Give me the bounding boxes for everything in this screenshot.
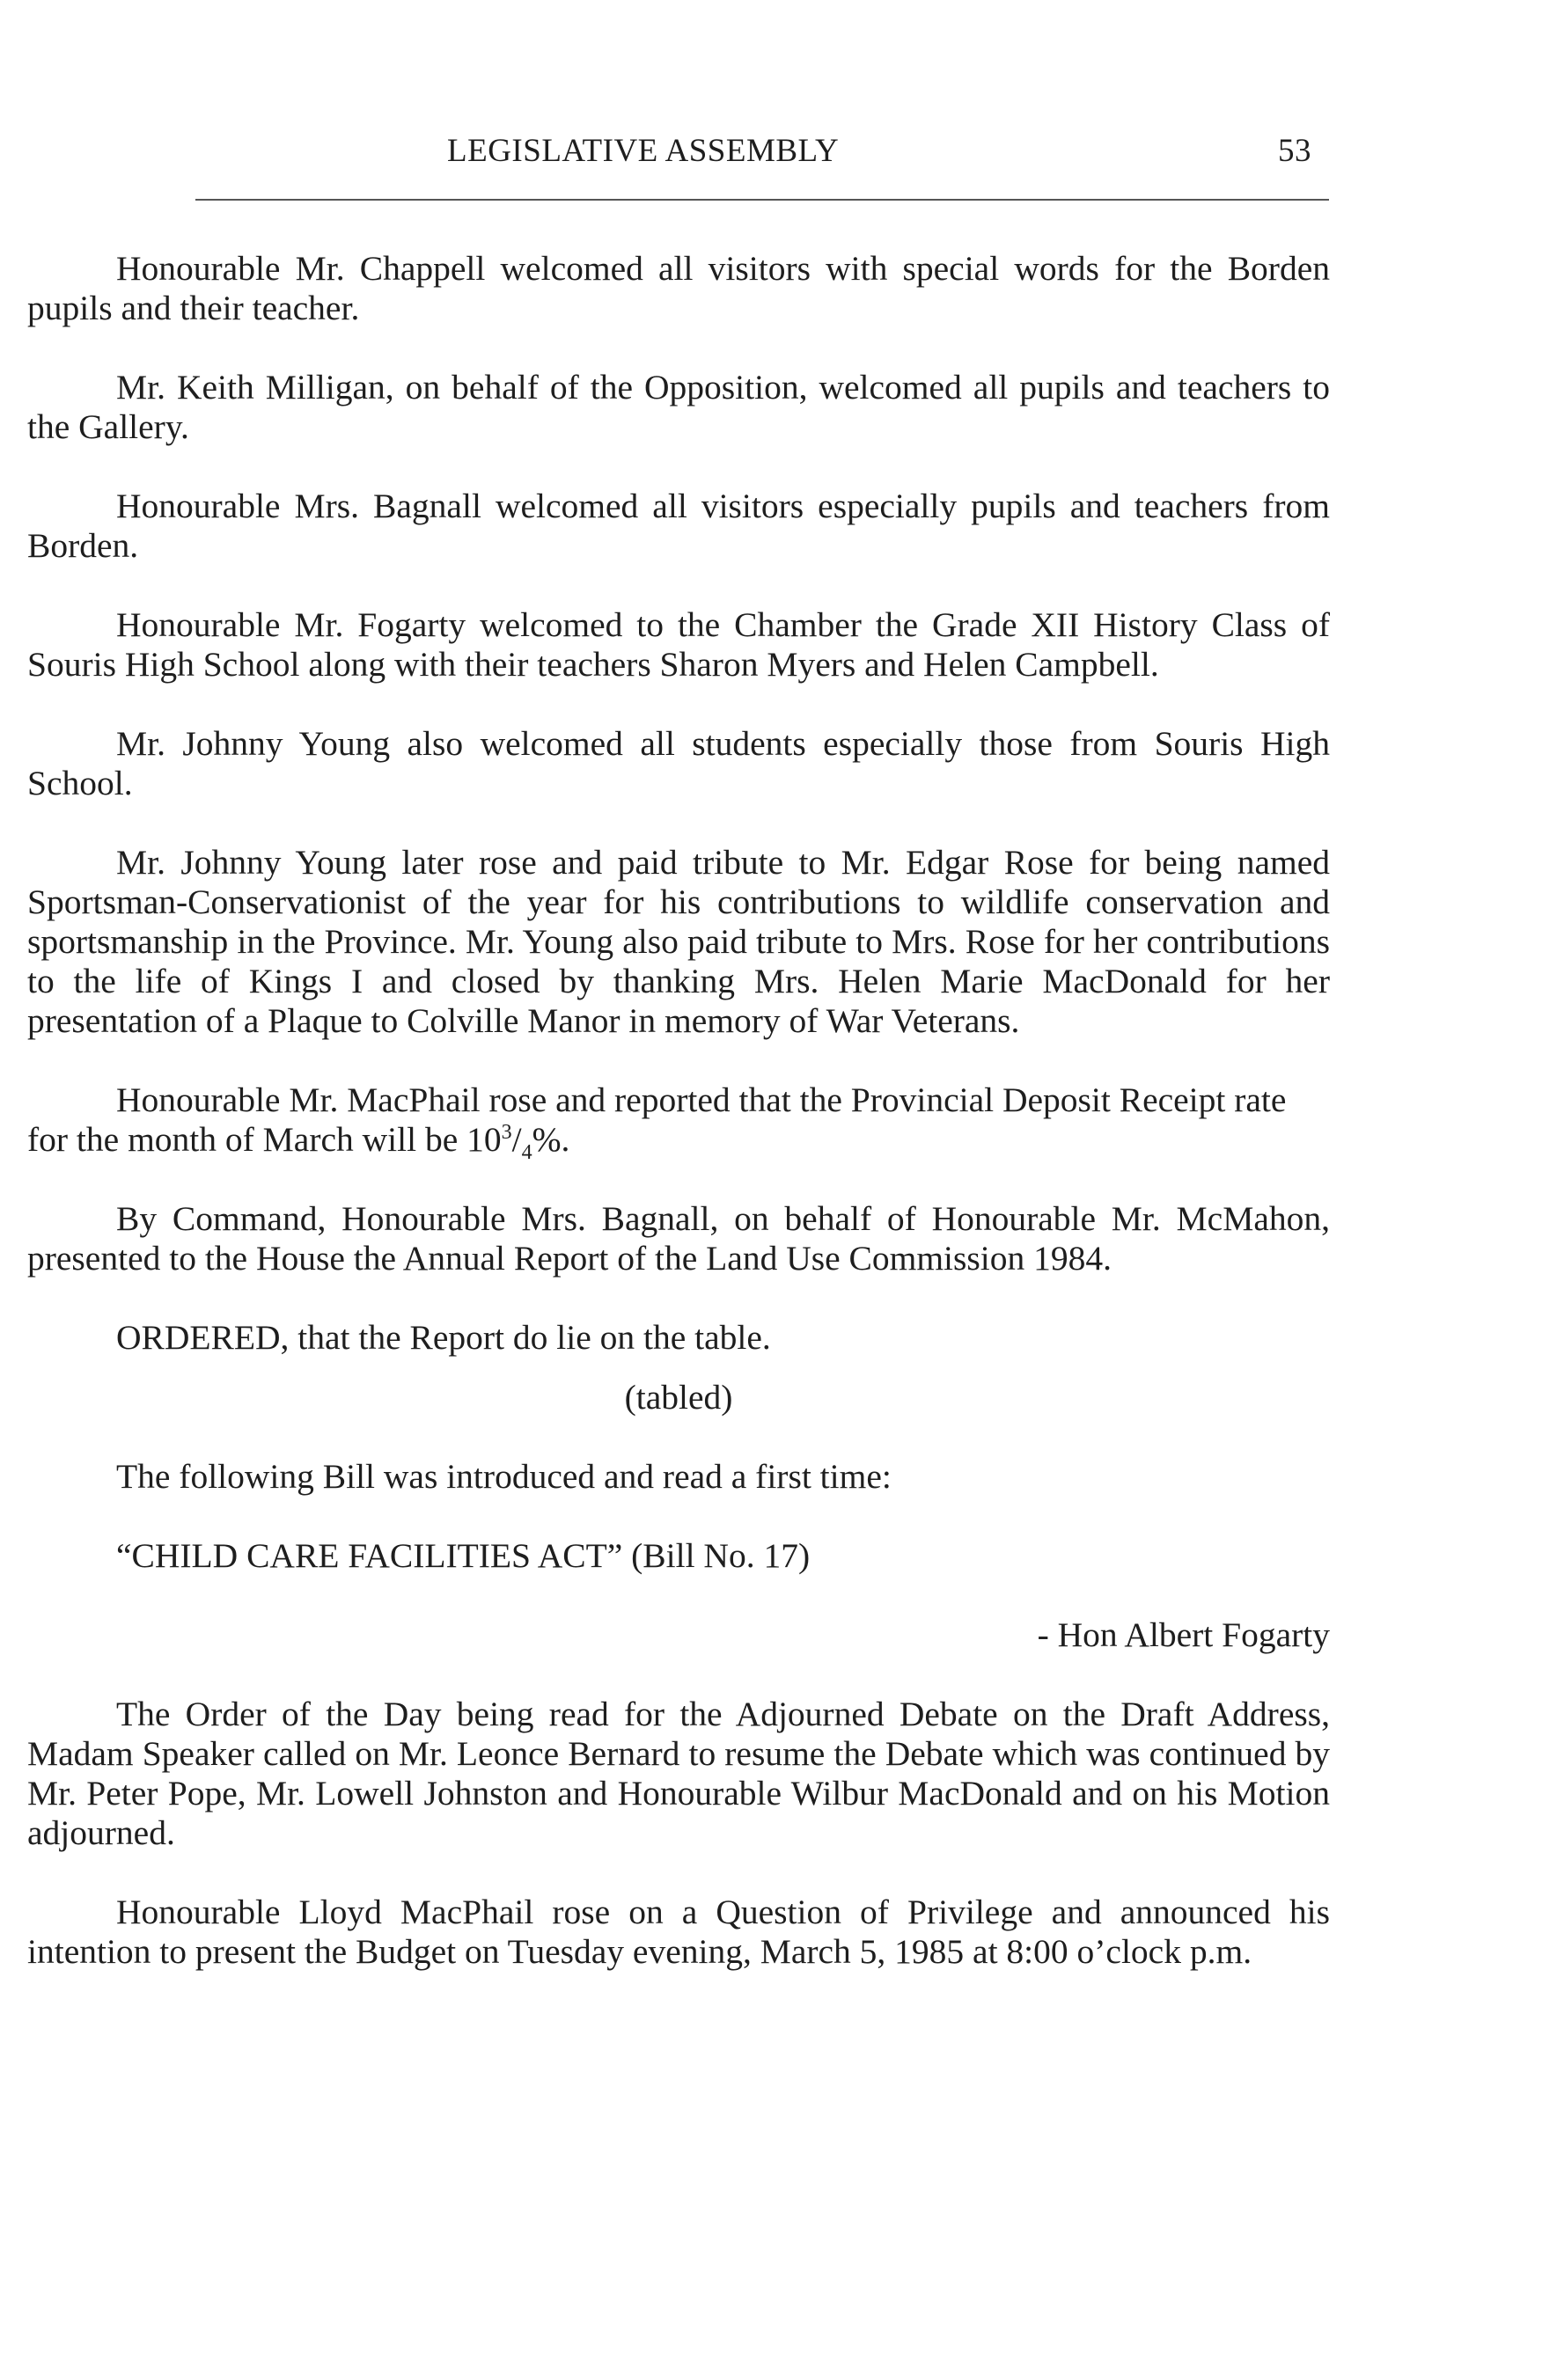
deposit-rate-numerator: 3: [501, 1120, 512, 1144]
deposit-rate-whole: 10: [466, 1120, 502, 1159]
paragraph-milligan: Mr. Keith Milligan, on behalf of the Opposition, welcomed all pupils and teachers to the Gallery.: [27, 368, 1330, 446]
running-title: LEGISLATIVE ASSEMBLY: [447, 133, 840, 169]
paragraph-adjourned-debate: The Order of the Day being read for the Adjourned Debate on the Draft Address, Madam Speaker called on Mr. Leonce Bernard to resume the Debate which was continued by Mr. Peter Pope, Mr. Lowell Johnston and Honourable Wilbur MacDonald and on his Motion adjourned.: [27, 1695, 1330, 1852]
page-number: 53: [1278, 133, 1311, 169]
bill-sponsor: - Hon Albert Fogarty: [1037, 1615, 1330, 1654]
deposit-rate-text: Honourable Mr. MacPhail rose and reported that the Provincial Deposit Receipt rate for the month of March will be: [27, 1080, 1287, 1159]
paragraph-bagnall: Honourable Mrs. Bagnall welcomed all visitors especially pupils and teachers from Borden.: [27, 487, 1330, 565]
paragraph-land-use-report: By Command, Honourable Mrs. Bagnall, on behalf of Honourable Mr. McMahon, presented to the House the Annual Report of the Land Use Commission 1984.: [27, 1199, 1330, 1278]
paragraph-young: Mr. Johnny Young also welcomed all students especially those from Souris High School.: [27, 724, 1330, 802]
header-rule: [195, 199, 1329, 201]
paragraph-bill-intro: The following Bill was introduced and read a first time:: [116, 1457, 892, 1496]
paragraph-deposit-rate: [27, 1080, 1330, 1164]
tabled-note: (tabled): [624, 1378, 733, 1417]
paragraph-budget-announcement: Honourable Lloyd MacPhail rose on a Question of Privilege and announced his intention to present the Budget on Tuesday evening, March 5, 1985 at 8:00 o’clock p.m.: [27, 1893, 1330, 1971]
deposit-rate-suffix: %.: [532, 1120, 570, 1159]
deposit-rate-denominator: 4: [521, 1140, 532, 1164]
page-body: [27, 249, 1330, 2011]
page-header: [0, 132, 1542, 176]
paragraph-ordered: ORDERED, that the Report do lie on the table.: [116, 1318, 771, 1357]
bill-title: “CHILD CARE FACILITIES ACT” (Bill No. 17): [116, 1536, 811, 1575]
paragraph-fogarty: Honourable Mr. Fogarty welcomed to the Chamber the Grade XII History Class of Souris High School along with their teachers Sharon Myers and Helen Campbell.: [27, 605, 1330, 684]
deposit-rate-value: $10^3/_4\%$.: [466, 1120, 570, 1164]
paragraph-young-tribute: Mr. Johnny Young later rose and paid tribute to Mr. Edgar Rose for being named Sportsman-Conservationist of the year for his contributions to wildlife conservation and sportsmanship in the Province. Mr. Young also paid tribute to Mrs. Rose for her contributions to the life of Kings I and closed by thanking Mrs. Helen Marie MacDonald for her presentation of a Plaque to Colville Manor in memory of War Veterans.: [27, 843, 1330, 1040]
paragraph-chappell: Honourable Mr. Chappell welcomed all visitors with special words for the Borden pupils and their teacher.: [27, 249, 1330, 327]
